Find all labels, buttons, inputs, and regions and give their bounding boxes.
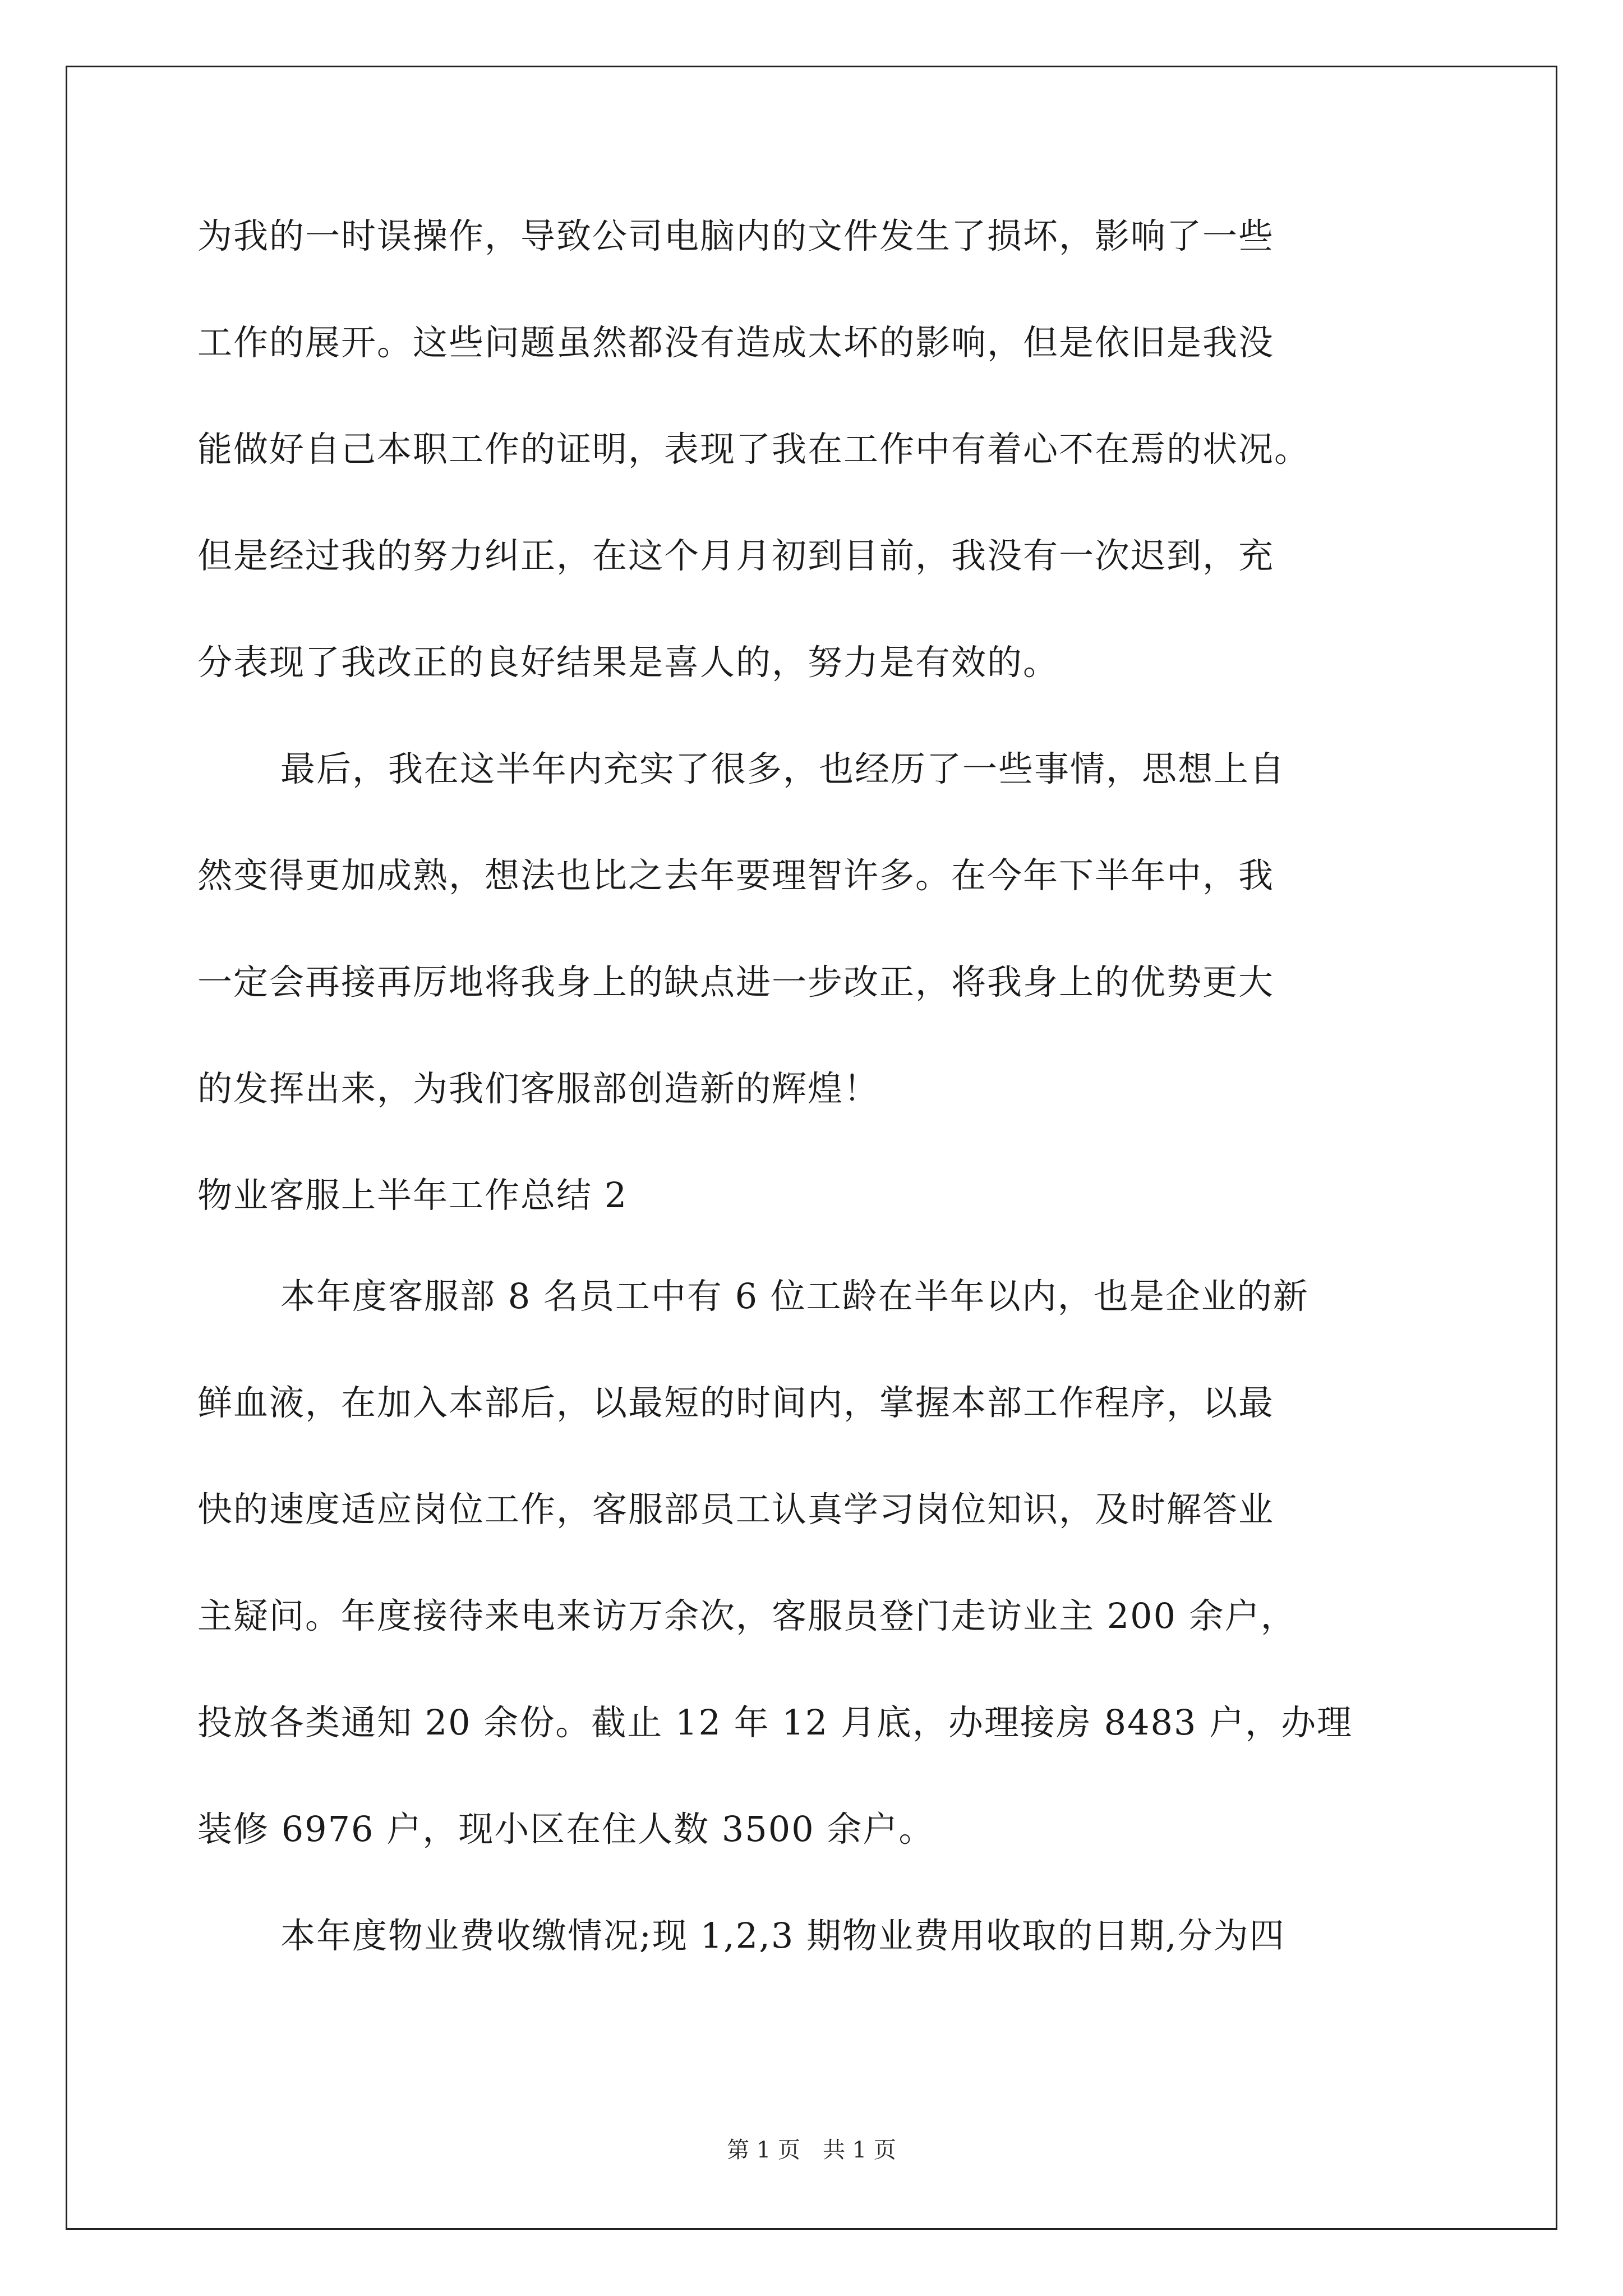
text-line-9: 的发挥出来，为我们客服部创造新的辉煌！ (197, 1068, 880, 1109)
text-line-8: 一定会再接再厉地将我身上的缺点进一步改正，将我身上的优势更大 (197, 961, 1275, 1002)
text-line-13: 快的速度适应岗位工作，客服部员工认真学习岗位知识，及时解答业 (197, 1489, 1275, 1530)
text-line-2: 工作的展开。这些问题虽然都没有造成太坏的影响，但是依旧是我没 (197, 322, 1275, 363)
text-line-4: 但是经过我的努力纠正，在这个月月初到目前，我没有一次迟到，充 (197, 535, 1275, 576)
document-body (197, 213, 1431, 2019)
text-line-17: 本年度物业费收缴情况;现 1,2,3 期物业费用收取的日期,分为四 (280, 1915, 1285, 1956)
text-line-16: 装修 6976 户，现小区在住人数 3500 余户。 (197, 1809, 935, 1849)
page-number-footer: 第 1 页 共 1 页 (727, 2137, 896, 2163)
text-line-7: 然变得更加成熟，想法也比之去年要理智许多。在今年下半年中，我 (197, 855, 1275, 896)
text-line-6: 最后，我在这半年内充实了很多，也经历了一些事情，思想上自 (280, 748, 1286, 789)
section-heading: 物业客服上半年工作总结 2 (197, 1175, 628, 1216)
text-line-12: 鲜血液，在加入本部后，以最短的时间内，掌握本部工作程序，以最 (197, 1382, 1275, 1423)
text-line-3: 能做好自己本职工作的证明，表现了我在工作中有着心不在焉的状况。 (197, 429, 1311, 470)
text-line-14: 主疑问。年度接待来电来访万余次，客服员登门走访业主 200 余户， (197, 1595, 1297, 1636)
text-line-5: 分表现了我改正的良好结果是喜人的，努力是有效的。 (197, 642, 1059, 683)
text-line-1: 为我的一时误操作，导致公司电脑内的文件发生了损坏，影响了一些 (197, 215, 1275, 256)
text-line-11: 本年度客服部 8 名员工中有 6 位工龄在半年以内，也是企业的新 (280, 1276, 1309, 1317)
text-line-15: 投放各类通知 20 余份。截止 12 年 12 月底，办理接房 8483 户，办理 (197, 1702, 1353, 1743)
